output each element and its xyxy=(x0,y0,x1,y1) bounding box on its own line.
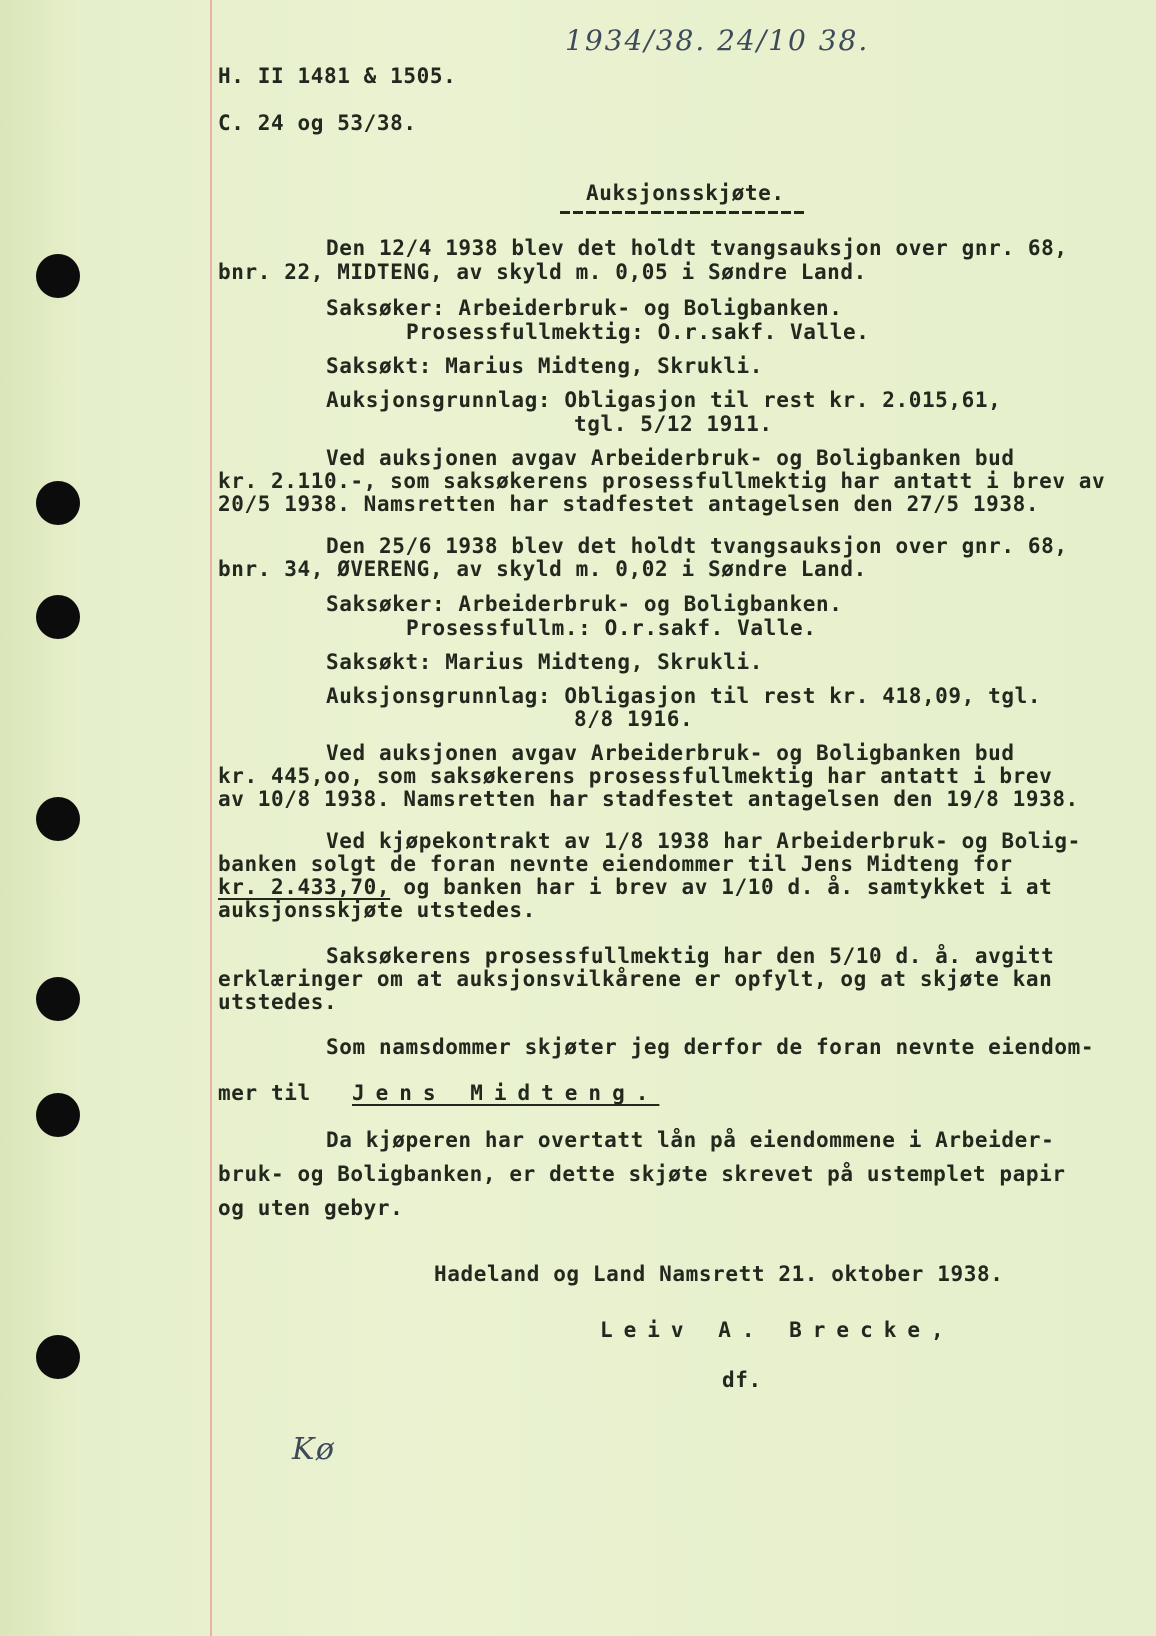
text-line: kr. 2.110.-, som saksøkerens prosessfullmektig har antatt i brev av xyxy=(218,469,1106,493)
text-line: Auksjonsgrunnlag: Obligasjon til rest kr. 418,09, tgl. xyxy=(326,684,1042,708)
text-line: bnr. 34, ØVERENG, av skyld m. 0,02 i Søndre Land. xyxy=(218,557,867,581)
punch-hole xyxy=(36,797,80,841)
text-line: og uten gebyr. xyxy=(218,1196,404,1220)
text-line: Prosessfullmektig: O.r.sakf. Valle. xyxy=(406,320,870,344)
punch-hole xyxy=(36,595,80,639)
document-title: Auksjonsskjøte. xyxy=(586,181,785,205)
signature-name: Leiv A. Brecke, xyxy=(600,1318,955,1342)
text-line: 8/8 1916. xyxy=(574,707,694,731)
punch-hole xyxy=(36,481,80,525)
text-line: Den 12/4 1938 blev det holdt tvangsauksjon over gnr. 68, xyxy=(326,236,1068,260)
place-date: Hadeland og Land Namsrett 21. oktober 1938. xyxy=(434,1262,1004,1286)
text-line: Saksøker: Arbeiderbruk- og Boligbanken. xyxy=(326,592,843,616)
purchase-amount: kr. 2.433,70, xyxy=(218,875,391,899)
text-line: Da kjøperen har overtatt lån på eiendommene i Arbeider- xyxy=(326,1128,1055,1152)
case-line: C. 24 og 53/38. xyxy=(218,111,417,135)
text-line: Den 25/6 1938 blev det holdt tvangsauksjon over gnr. 68, xyxy=(326,534,1068,558)
reference-line: H. II 1481 & 1505. xyxy=(218,64,457,88)
handwritten-initials: Kø xyxy=(292,1432,336,1467)
text-line: mer til xyxy=(218,1081,311,1105)
text-line: erklæringer om at auksjonsvilkårene er opfylt, og at skjøte kan xyxy=(218,967,1053,991)
handwritten-header: 1934/38. 24/10 38. xyxy=(565,24,870,57)
text-line xyxy=(218,875,1052,899)
text-line: bruk- og Boligbanken, er dette skjøte skrevet på ustemplet papir xyxy=(218,1162,1066,1186)
text-line: utstedes. xyxy=(218,990,338,1014)
text-line: Som namsdommer skjøter jeg derfor de foran nevnte eiendom- xyxy=(326,1035,1095,1059)
text-line: banken solgt de foran nevnte eiendommer til Jens Midteng for xyxy=(218,852,1013,876)
buyer-name: Jens Midteng. xyxy=(352,1081,660,1105)
text-line: Saksøkerens prosessfullmektig har den 5/10 d. å. avgitt xyxy=(326,944,1055,968)
margin-line xyxy=(210,0,212,1636)
punch-hole xyxy=(36,1335,80,1379)
text-fragment: og banken har i brev av 1/10 d. å. samtykket i at xyxy=(390,875,1053,899)
text-line: 20/5 1938. Namsretten har stadfestet antagelsen den 27/5 1938. xyxy=(218,492,1040,516)
title-underline xyxy=(560,211,806,214)
punch-hole xyxy=(36,1093,80,1137)
text-line: Ved kjøpekontrakt av 1/8 1938 har Arbeiderbruk- og Bolig- xyxy=(326,829,1081,853)
text-line: auksjonsskjøte utstedes. xyxy=(218,898,536,922)
text-line: kr. 445,oo, som saksøkerens prosessfullmektig har antatt i brev xyxy=(218,764,1053,788)
text-line: Saksøkt: Marius Midteng, Skrukli. xyxy=(326,354,764,378)
text-line: Saksøker: Arbeiderbruk- og Boligbanken. xyxy=(326,296,843,320)
text-line: Ved auksjonen avgav Arbeiderbruk- og Boligbanken bud xyxy=(326,446,1015,470)
text-line: bnr. 22, MIDTENG, av skyld m. 0,05 i Søndre Land. xyxy=(218,260,867,284)
text-line: tgl. 5/12 1911. xyxy=(574,412,773,436)
text-line: av 10/8 1938. Namsretten har stadfestet antagelsen den 19/8 1938. xyxy=(218,787,1079,811)
text-line: Saksøkt: Marius Midteng, Skrukli. xyxy=(326,650,764,674)
punch-hole xyxy=(36,977,80,1021)
text-line: Prosessfullm.: O.r.sakf. Valle. xyxy=(406,616,817,640)
signature-suffix: df. xyxy=(722,1368,762,1392)
text-line: Ved auksjonen avgav Arbeiderbruk- og Boligbanken bud xyxy=(326,741,1015,765)
text-line: Auksjonsgrunnlag: Obligasjon til rest kr. 2.015,61, xyxy=(326,388,1002,412)
punch-hole xyxy=(36,254,80,298)
